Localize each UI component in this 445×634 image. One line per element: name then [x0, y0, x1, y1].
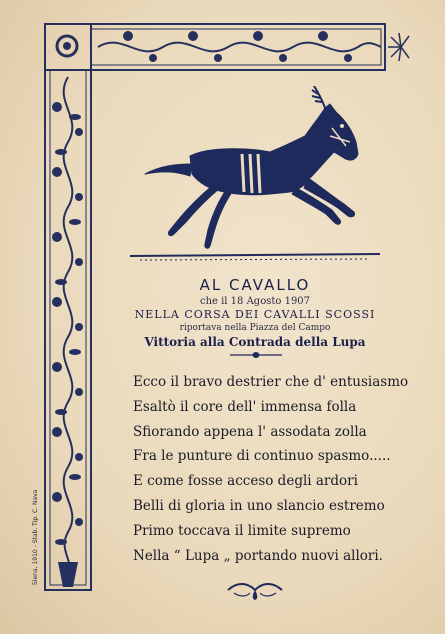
- subtitle-date: che il 18 Agosto 1907: [199, 296, 311, 307]
- poster-title: AL CAVALLO: [199, 276, 311, 294]
- galloping-horse-illustration: [120, 86, 390, 271]
- poem-line: Fra le punture di continuo spasmo.....: [133, 448, 391, 465]
- floral-border-left: [43, 22, 93, 592]
- poem-stanza: [133, 374, 413, 572]
- subtitle-race: NELLA CORSA DEI CAVALLI SCOSSI: [134, 308, 376, 321]
- floral-border-top: [43, 22, 411, 72]
- poem-line: Ecco il bravo destrier che d' entusiasmo: [133, 374, 409, 390]
- poem-line: Primo toccava il limite supremo: [133, 522, 351, 539]
- subtitle-victory: Vittoria alla Contrada della Lupa: [144, 335, 366, 349]
- poem-line: Sfiorando appena l' assodata zolla: [133, 423, 367, 440]
- poem-line: Nella “ Lupa „ portando nuovi allori.: [133, 547, 383, 564]
- poem-line: Belli di gloria in uno slancio estremo: [133, 497, 385, 514]
- printer-imprint: Siena, 1910 - Stab. Tip. C. Nava: [32, 489, 39, 585]
- subtitle-place: riportava nella Piazza del Campo: [179, 323, 331, 333]
- bottom-flourish-ornament: [224, 579, 286, 601]
- small-flourish-ornament: [228, 350, 284, 360]
- poem-line: Esaltò il core dell' immensa folla: [133, 398, 357, 415]
- poem-line: E come fosse acceso degli ardori: [133, 473, 358, 490]
